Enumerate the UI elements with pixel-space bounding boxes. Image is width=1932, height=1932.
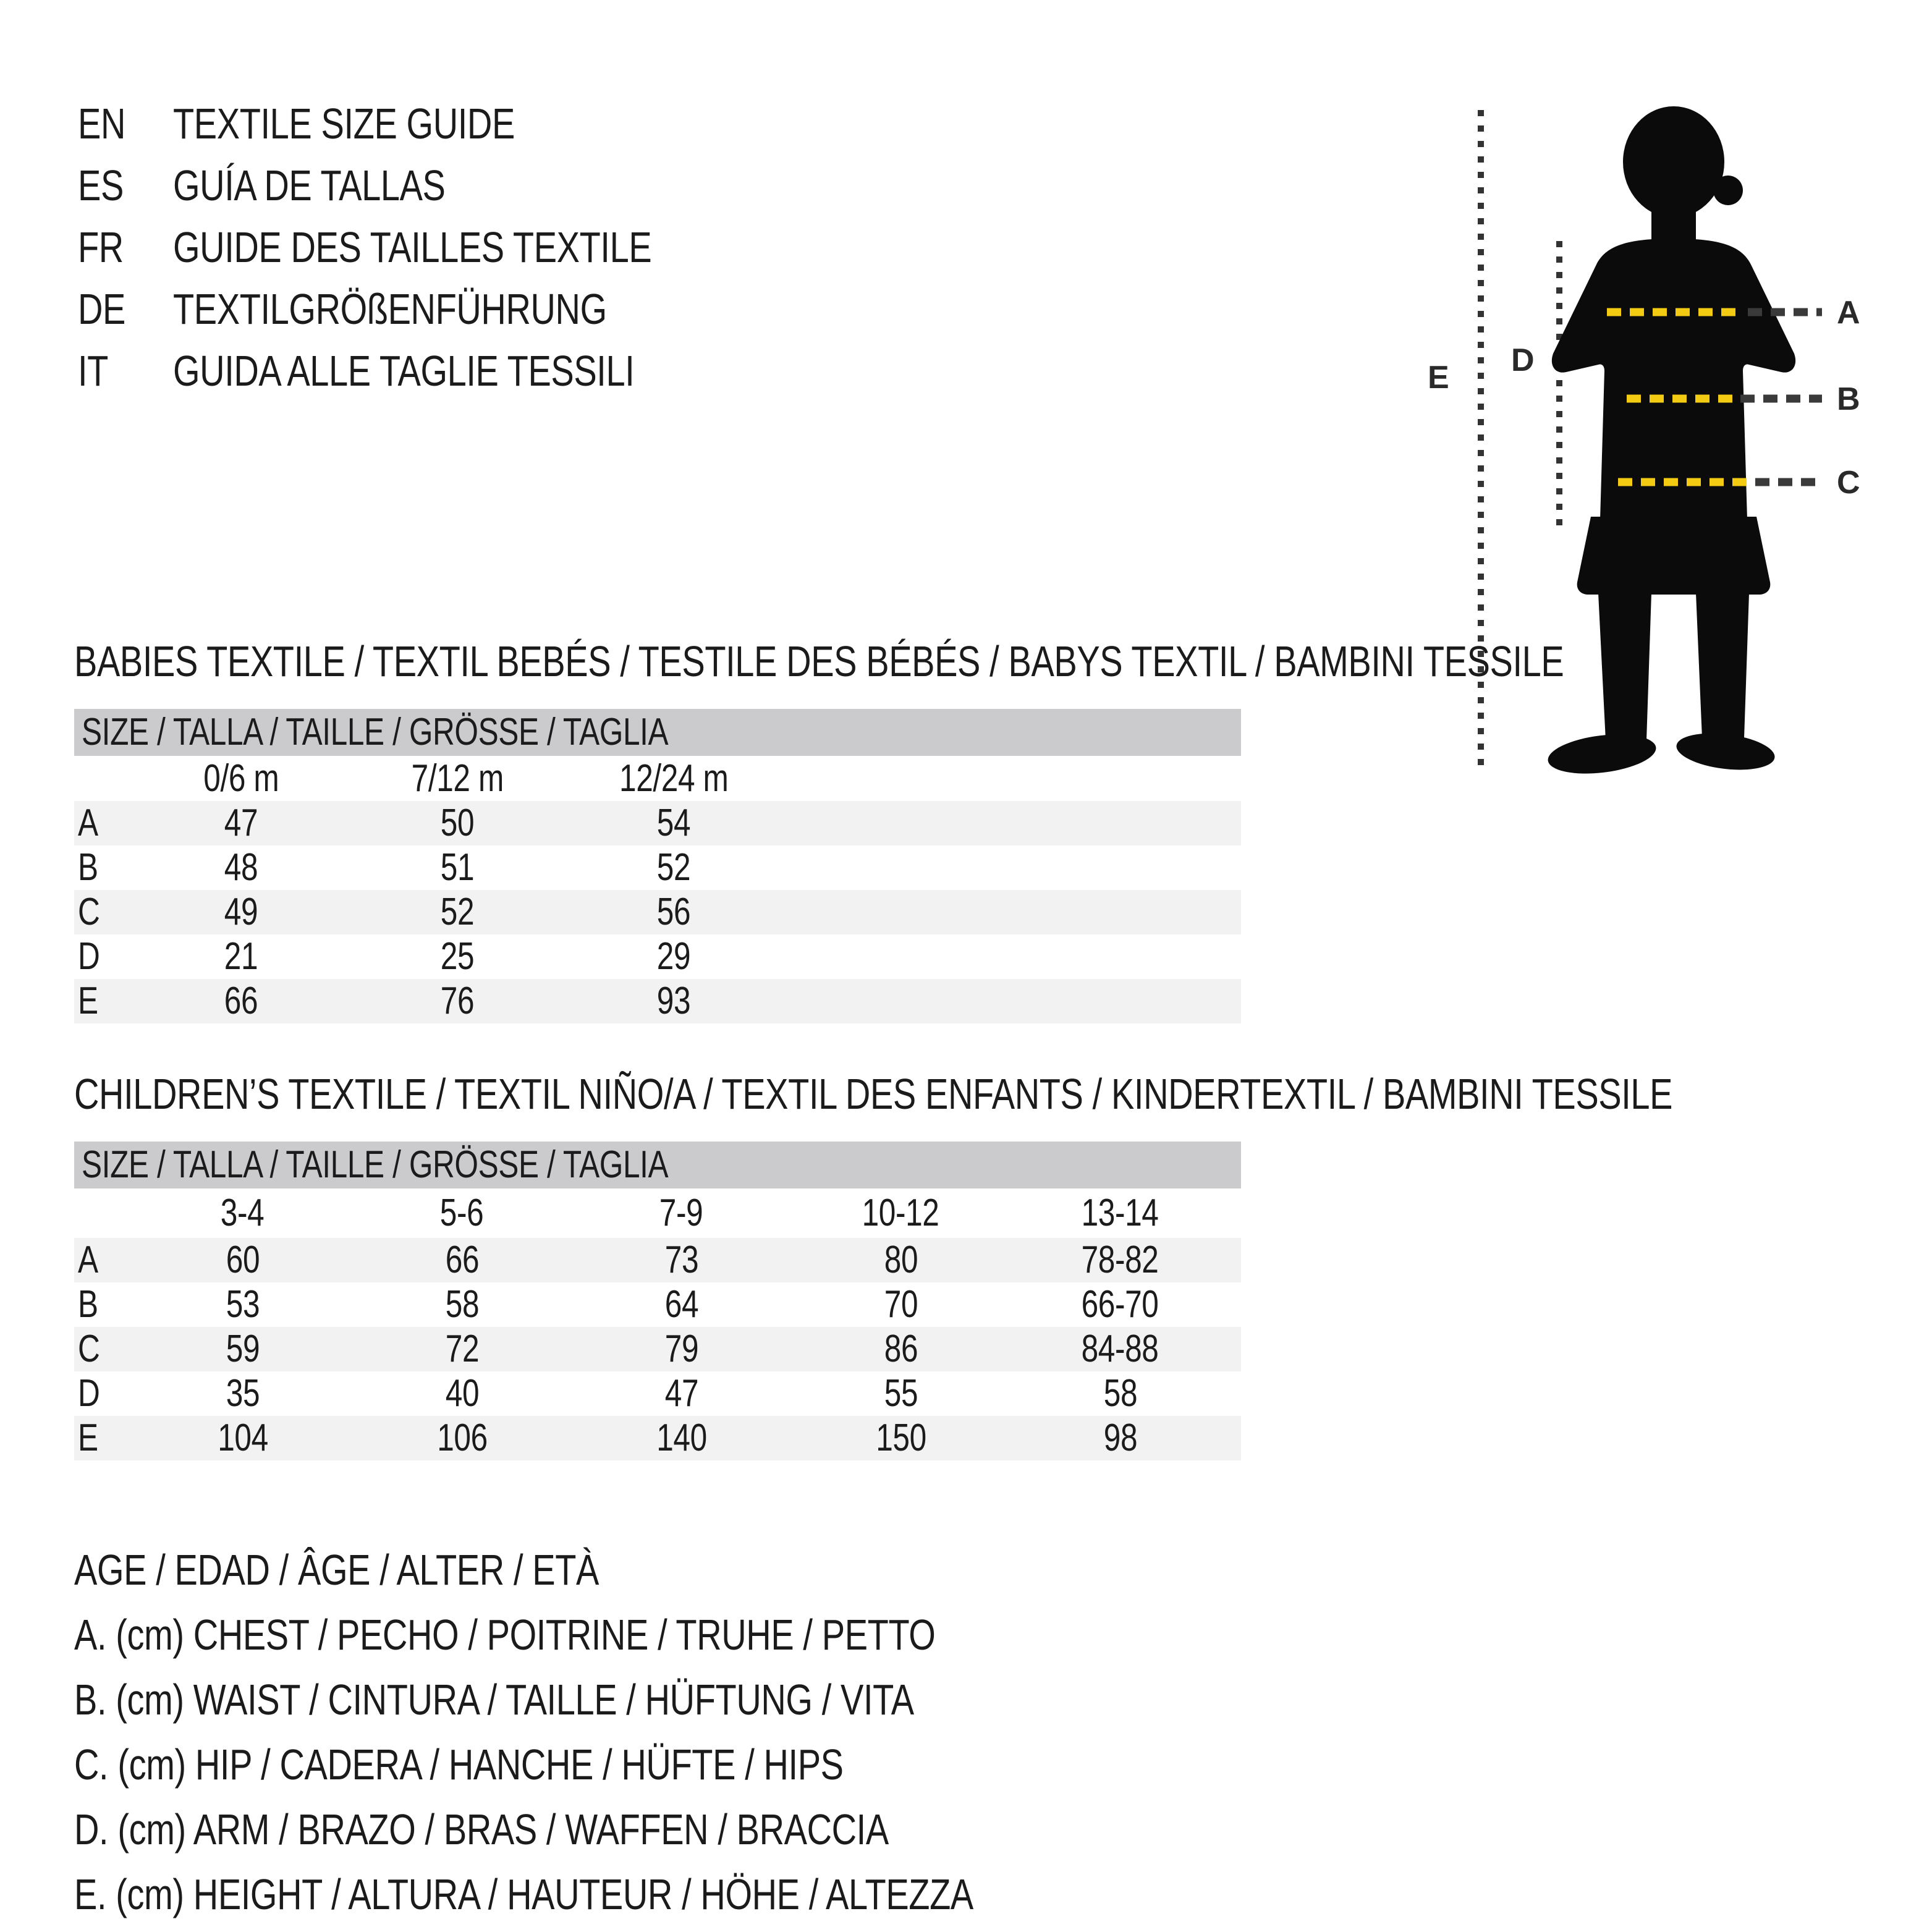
cell (133, 801, 349, 845)
row-label-text: A (78, 1239, 98, 1281)
lang-title-fr: GUIDE DES TAILLES TEXTILE (173, 223, 652, 271)
cell-text: 86 (884, 1328, 918, 1370)
cell-text: 66 (445, 1239, 479, 1281)
children-heading-text: CHILDREN’S TEXTILE / TEXTIL NIÑO/A / TEXTIL DES ENFANTS / KINDERTEXTIL / BAMBINI TESSILE (74, 1070, 1673, 1118)
table-row (74, 1416, 1241, 1460)
children-col-header (352, 1188, 572, 1238)
cell (572, 1416, 791, 1460)
legend-text: E. (cm) HEIGHT / ALTURA / HAUTEUR / HÖHE / ALTEZZA (74, 1870, 973, 1918)
cell (1010, 1371, 1230, 1416)
figure-label-D: D (1511, 342, 1535, 378)
cell-text: 93 (656, 980, 691, 1022)
table-row (74, 890, 1241, 934)
cell-text: 48 (224, 846, 258, 889)
cell-text: 72 (445, 1328, 479, 1370)
children-col-header (133, 1188, 352, 1238)
figure-label-E: E (1428, 360, 1449, 396)
cell-text: 150 (875, 1417, 926, 1459)
lang-row-es (78, 155, 771, 216)
table-row (74, 845, 1241, 890)
row-label (74, 1416, 133, 1460)
children-col-header-text: 10-12 (862, 1192, 939, 1234)
cell-text: 73 (664, 1239, 698, 1281)
cell-text: 52 (440, 891, 475, 933)
babies-size-table (74, 709, 1241, 1023)
cell-text: 47 (224, 802, 258, 844)
legend-line-waist (74, 1667, 1198, 1732)
cell-text: 58 (445, 1283, 479, 1326)
children-col-header-text: 13-14 (1082, 1192, 1159, 1234)
lang-code-en: EN (78, 100, 125, 148)
cell-text: 54 (656, 802, 691, 844)
babies-column-header-row (74, 756, 1241, 801)
cell-text: 78-82 (1082, 1239, 1159, 1281)
children-col-header-text: 5-6 (440, 1192, 484, 1234)
measurement-legend (74, 1538, 1198, 1927)
legend-line-arm (74, 1797, 1198, 1862)
row-label (74, 890, 133, 934)
cell (1010, 1282, 1230, 1327)
cell (566, 979, 782, 1023)
children-size-header-band (74, 1142, 1241, 1188)
lang-title-de: TEXTILGRÖßENFÜHRUNG (173, 285, 607, 333)
children-column-header-row (74, 1188, 1241, 1238)
cell (133, 1327, 352, 1371)
babies-col-header (133, 756, 349, 801)
cell (133, 979, 349, 1023)
cell (791, 1327, 1010, 1371)
lang-row-en (78, 93, 771, 155)
cell (791, 1416, 1010, 1460)
row-label (74, 934, 133, 979)
silhouette-ear (1713, 176, 1743, 205)
cell (791, 1282, 1010, 1327)
table-row (74, 1327, 1241, 1371)
cell (566, 845, 782, 890)
children-corner-cell (74, 1188, 133, 1238)
figure-label-B: B (1837, 381, 1860, 417)
row-label (74, 845, 133, 890)
cell (572, 1238, 791, 1282)
cell-text: 80 (884, 1239, 918, 1281)
cell-text: 79 (664, 1328, 698, 1370)
row-label-text: C (78, 891, 100, 933)
row-label (74, 1238, 133, 1282)
babies-col-header (566, 756, 782, 801)
lang-row-de (78, 278, 771, 340)
cell-text: 35 (226, 1372, 260, 1415)
cell-text: 55 (884, 1372, 918, 1415)
children-col-header-text: 7-9 (659, 1192, 703, 1234)
babies-col-header (349, 756, 566, 801)
cell-text: 53 (226, 1283, 260, 1326)
row-label (74, 979, 133, 1023)
row-label-text: D (78, 1372, 100, 1415)
cell-text: 47 (664, 1372, 698, 1415)
cell (352, 1238, 572, 1282)
cell (566, 801, 782, 845)
babies-col-header-text: 7/12 m (411, 757, 504, 800)
table-row (74, 1238, 1241, 1282)
cell-text: 66-70 (1082, 1283, 1159, 1326)
row-label (74, 1371, 133, 1416)
lang-code-de: DE (78, 285, 125, 333)
legend-line-age (74, 1538, 1198, 1603)
row-label (74, 801, 133, 845)
children-section-heading (74, 1068, 1932, 1120)
cell (133, 1416, 352, 1460)
legend-text: D. (cm) ARM / BRAZO / BRAS / WAFFEN / BRACCIA (74, 1805, 889, 1854)
cell (349, 845, 566, 890)
cell (349, 890, 566, 934)
cell-text: 40 (445, 1372, 479, 1415)
silhouette-right-foot (1674, 728, 1777, 774)
legend-line-chest (74, 1603, 1198, 1667)
cell-text: 64 (664, 1283, 698, 1326)
legend-line-height (74, 1862, 1198, 1927)
legend-text: C. (cm) HIP / CADERA / HANCHE / HÜFTE / HIPS (74, 1740, 844, 1789)
lang-title-es: GUÍA DE TALLAS (173, 161, 446, 210)
lang-code-it: IT (78, 347, 108, 395)
lang-title-en: TEXTILE SIZE GUIDE (173, 100, 515, 148)
cell (572, 1327, 791, 1371)
cell (133, 845, 349, 890)
row-label-text: A (78, 802, 98, 844)
cell (566, 890, 782, 934)
lang-code-fr: FR (78, 223, 124, 271)
cell (1010, 1416, 1230, 1460)
row-label-text: E (78, 1417, 98, 1459)
cell (352, 1327, 572, 1371)
lang-row-fr (78, 216, 771, 278)
table-row (74, 934, 1241, 979)
cell (572, 1282, 791, 1327)
cell (791, 1238, 1010, 1282)
cell-text: 60 (226, 1239, 260, 1281)
babies-size-header-text: SIZE / TALLA / TAILLE / GRÖSSE / TAGLIA (82, 711, 669, 753)
babies-col-header-text: 12/24 m (619, 757, 729, 800)
cell-text: 50 (440, 802, 475, 844)
language-title-list (78, 93, 771, 402)
figure-label-A: A (1837, 295, 1860, 331)
cell (349, 801, 566, 845)
lang-row-it (78, 340, 771, 402)
legend-text: A. (cm) CHEST / PECHO / POITRINE / TRUHE / PETTO (74, 1611, 936, 1659)
children-size-table (74, 1142, 1241, 1460)
cell (349, 934, 566, 979)
children-col-header (572, 1188, 791, 1238)
row-label-text: E (78, 980, 98, 1022)
cell-text: 140 (656, 1417, 707, 1459)
babies-col-header-text: 0/6 m (203, 757, 279, 800)
silhouette-head (1623, 106, 1724, 218)
cell-text: 76 (440, 980, 475, 1022)
cell (352, 1371, 572, 1416)
cell (572, 1371, 791, 1416)
cell-text: 106 (436, 1417, 488, 1459)
row-label (74, 1327, 133, 1371)
row-label-text: C (78, 1328, 100, 1370)
cell (352, 1282, 572, 1327)
cell-text: 58 (1103, 1372, 1137, 1415)
cell (566, 934, 782, 979)
cell (1010, 1327, 1230, 1371)
cell-text: 98 (1103, 1417, 1137, 1459)
lang-title-it: GUIDA ALLE TAGLIE TESSILI (173, 347, 635, 395)
table-row (74, 979, 1241, 1023)
cell-text: 66 (224, 980, 258, 1022)
babies-corner-cell (74, 756, 133, 801)
cell (133, 934, 349, 979)
row-label-text: B (78, 1283, 98, 1326)
cell-text: 104 (217, 1417, 268, 1459)
cell (352, 1416, 572, 1460)
babies-section-heading (74, 635, 1932, 687)
cell-text: 25 (440, 935, 475, 978)
lang-code-es: ES (78, 161, 124, 210)
table-row (74, 1282, 1241, 1327)
babies-heading-text: BABIES TEXTILE / TEXTIL BEBÉS / TESTILE DES BÉBÉS / BABYS TEXTIL / BAMBINI TESSILE (74, 637, 1564, 685)
row-label-text: B (78, 846, 98, 889)
legend-line-hip (74, 1732, 1198, 1797)
row-label-text: D (78, 935, 100, 978)
cell-text: 56 (656, 891, 691, 933)
cell-text: 29 (656, 935, 691, 978)
children-col-header (791, 1188, 1010, 1238)
table-row (74, 1371, 1241, 1416)
legend-text: AGE / EDAD / ÂGE / ALTER / ETÀ (74, 1546, 599, 1594)
cell (133, 890, 349, 934)
cell (133, 1282, 352, 1327)
children-size-header-text: SIZE / TALLA / TAILLE / GRÖSSE / TAGLIA (82, 1143, 669, 1186)
cell (133, 1371, 352, 1416)
silhouette-shorts (1577, 517, 1771, 595)
cell (791, 1371, 1010, 1416)
cell (1010, 1238, 1230, 1282)
row-label (74, 1282, 133, 1327)
cell-text: 84-88 (1082, 1328, 1159, 1370)
cell-text: 49 (224, 891, 258, 933)
cell-text: 51 (440, 846, 475, 889)
cell-text: 52 (656, 846, 691, 889)
legend-text: B. (cm) WAIST / CINTURA / TAILLE / HÜFTUNG / VITA (74, 1676, 914, 1724)
cell-text: 70 (884, 1283, 918, 1326)
cell (133, 1238, 352, 1282)
children-col-header-text: 3-4 (221, 1192, 265, 1234)
babies-size-header-band (74, 709, 1241, 756)
cell-text: 59 (226, 1328, 260, 1370)
figure-label-C: C (1837, 465, 1860, 501)
cell (349, 979, 566, 1023)
silhouette-torso (1552, 239, 1795, 519)
table-row (74, 801, 1241, 845)
cell-text: 21 (224, 935, 258, 978)
children-col-header (1010, 1188, 1230, 1238)
